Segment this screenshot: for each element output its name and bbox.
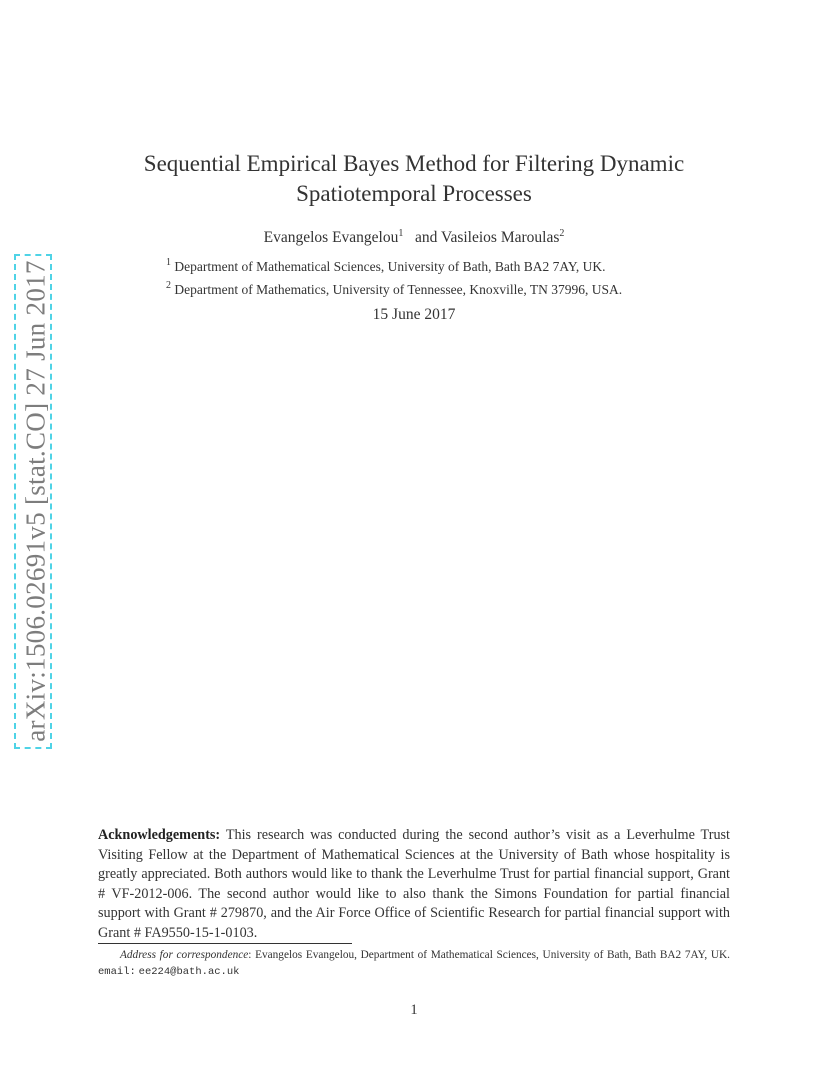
affiliation-1-text: Department of Mathematical Sciences, University of Bath, Bath BA2 7AY, UK.: [174, 259, 606, 274]
affiliation-1-mark: 1: [166, 257, 171, 268]
affiliation-1: [166, 253, 622, 276]
acknowledgements: [98, 826, 730, 943]
arxiv-identifier: arXiv:1506.02691v5 [stat.CO] 27 Jun 2017: [20, 260, 51, 742]
author-2: and Vasileios Maroulas: [415, 229, 560, 246]
acknowledgements-heading: Acknowledgements:: [98, 827, 221, 843]
author-list: [0, 228, 828, 247]
email-address[interactable]: ee224@bath.ac.uk: [138, 966, 240, 978]
footnote-label: Address for correspondence: [120, 949, 249, 961]
paper-date: 15 June 2017: [372, 306, 456, 323]
title-line-2: Spatiotemporal Processes: [296, 181, 532, 206]
email-label: email:: [98, 966, 136, 978]
author-1-mark: 1: [398, 228, 404, 239]
author-1: Evangelos Evangelou: [263, 229, 399, 246]
affiliation-2-mark: 2: [166, 280, 171, 291]
acknowledgements-text: This research was conducted during the second author’s visit as a Leverhulme Trust Visiting Fellow at the Department of Mathematical Sciences at the University of Bath whose hospitality is greatly appreciated. Both authors would like to thank the Leverhulme Trust for partial financial support, Grant # VF-2012-006. The second author would like to also thank the Simons Foundation for partial financial support with Grant # 279870, and the Air Force Office of Scientific Research for partial financial support with Grant # FA9550-15-1-0103.: [98, 827, 730, 941]
footnote-text: : Evangelos Evangelou, Department of Mathematical Sciences, University of Bath, Bath BA2 7AY, UK.: [248, 949, 731, 961]
author-2-mark: 2: [559, 228, 565, 239]
footnote: [98, 947, 730, 980]
affiliations: [166, 253, 622, 299]
footnote-rule: [98, 943, 352, 944]
title-line-1: Sequential Empirical Bayes Method for Filtering Dynamic: [143, 151, 685, 176]
affiliation-2-text: Department of Mathematics, University of Tennessee, Knoxville, TN 37996, USA.: [174, 282, 623, 297]
affiliation-2: [166, 276, 622, 299]
page-number: 1: [410, 1002, 418, 1018]
paper-title: [0, 149, 828, 209]
